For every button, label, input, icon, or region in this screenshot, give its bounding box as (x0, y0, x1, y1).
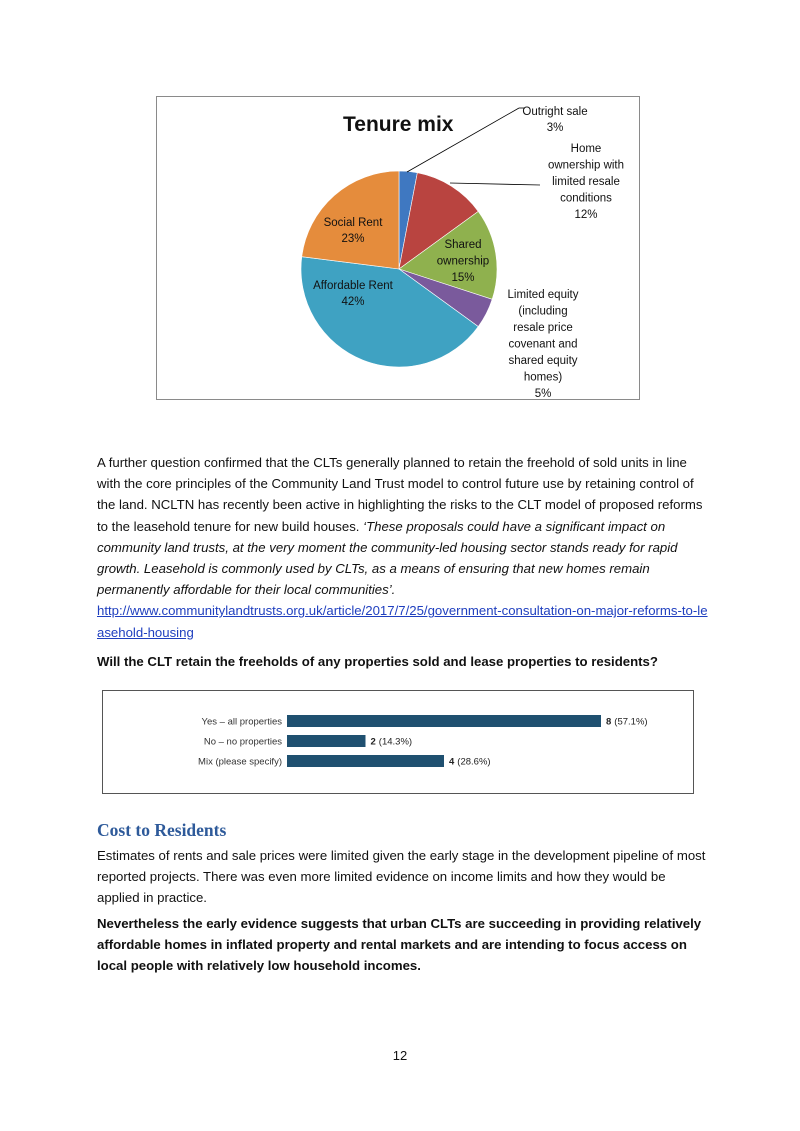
pie-label-home: Home ownership with limited resale conditions 12% (547, 143, 625, 221)
pie-title: Tenure mix (343, 113, 454, 136)
freehold-bar-chart (102, 690, 694, 794)
section-heading: Cost to Residents (97, 820, 227, 840)
pie-label-shared: Shared ownership 15% (436, 239, 490, 284)
survey-question: Will the CLT retain the freeholds of any properties sold and lease properties to residents? (97, 654, 658, 669)
pie-label-outright: Outright sale 3% (522, 106, 588, 134)
pie-label-limited: Limited equity (including resale price covenant and shared equity homes) 5% (507, 289, 579, 400)
paragraph-text: A further question confirmed that the CLTs generally planned to retain the freehold of sold units in line with the core principles of the Community Land Trust model to control future use by retaining control of the land. NCLTN has recently been active in highlighting the risks to the CLT model of proposed reforms to the leasehold tenure for new build houses. (97, 455, 703, 534)
bar-category-label: Mix (please specify) (198, 756, 282, 768)
tenure-mix-chart (156, 96, 640, 400)
page-number: 12 (392, 1048, 408, 1063)
bar-2 (287, 755, 444, 767)
bar-0 (287, 715, 601, 727)
cost-paragraph: Estimates of rents and sale prices were limited given the early stage in the development pipeline of most reported projects. There was even more limited evidence on income limits and how they would be applied in practice. (97, 848, 706, 906)
bar-value-label: 2 (14.3%) (370, 736, 413, 748)
bar-value-label: 4 (28.6%) (449, 756, 491, 768)
bar-category-label: Yes – all properties (201, 716, 282, 728)
bar-value-label: 8 (57.1%) (606, 716, 648, 728)
pie-label-social: Social Rent 23% (323, 217, 383, 245)
tenure-mix-pie-svg (157, 97, 641, 401)
paragraph-freehold (97, 452, 709, 643)
leader-line-home (450, 183, 540, 185)
consultation-link[interactable]: http://www.communitylandtrusts.org.uk/article/2017/7/25/government-consultation-on-major-reforms-to-leasehold-housing (97, 603, 708, 640)
pie-label-affordable: Affordable Rent 42% (313, 280, 393, 308)
freehold-bar-svg (103, 691, 695, 795)
bar-1 (287, 735, 366, 747)
conclusion-paragraph: Nevertheless the early evidence suggests that urban CLTs are succeeding in providing relatively affordable homes in inflated property and rental markets and are intending to focus access on local people with relatively low household incomes. (97, 916, 702, 974)
bar-category-label: No – no properties (203, 736, 282, 748)
quote-text: ‘These proposals could have a significant impact on community land trusts, at the very moment the community-led housing sector stands ready for rapid growth. Leasehold is commonly used by CLTs, as a means of ensuring that new homes remain permanently affordable for their local communities’. (97, 518, 678, 598)
